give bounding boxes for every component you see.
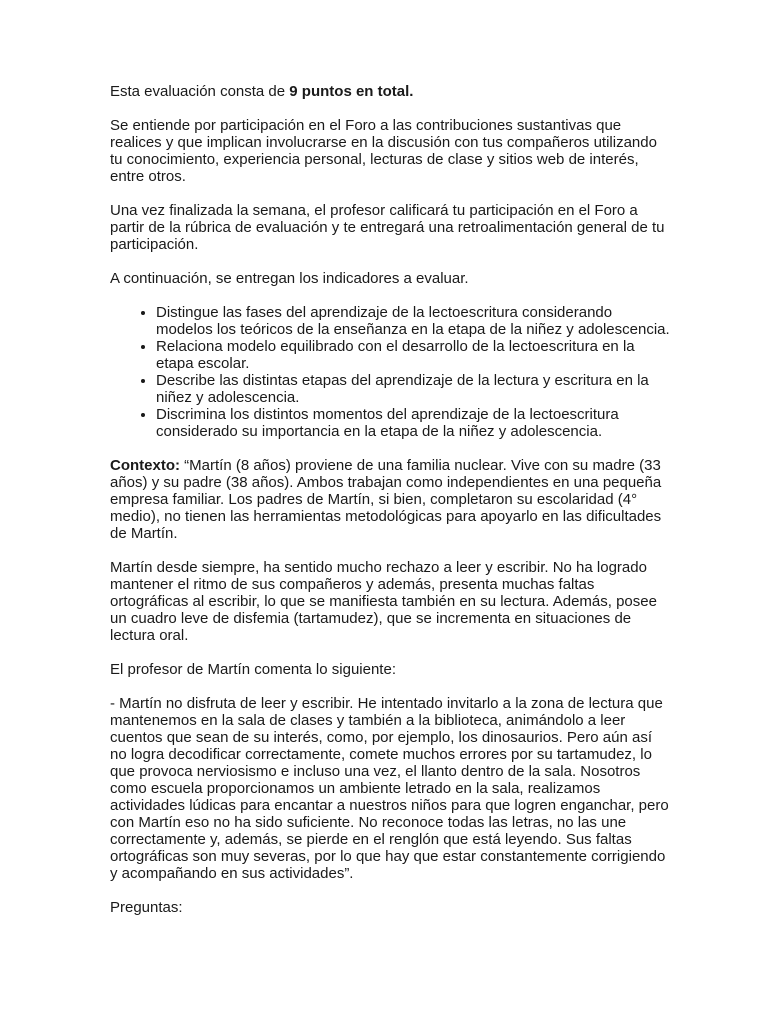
indicator-item: • Distingue las fases del aprendizaje de la lectoescritura considerando modelos los teóricos de la enseñanza en la etapa de la niñez y adolescencia. <box>156 304 670 338</box>
intro-points-text: Esta evaluación consta de <box>110 83 290 100</box>
context-family-text: “Martín (8 años) proviene de una familia nuclear. Vive con su madre (33 años) y su padre (38 años). Ambos trabajan como independientes en una pequeña empresa familiar. Los padres de Martín, si bien, completaron su escolaridad (4° medio), no tienen las herramientas metodológicas para apoyarlo en las dificultades de Martín. <box>110 457 662 542</box>
intro-paragraph-grading: Una vez finalizada la semana, el profesor calificará tu participación en el Foro a partir de la rúbrica de evaluación y te entregará una retroalimentación general de tu participación. <box>110 202 665 253</box>
context-paragraph-teacher-intro: El profesor de Martín comenta lo siguiente: <box>110 661 396 678</box>
intro-points-bold: 9 puntos en total. <box>289 83 414 100</box>
intro-paragraph-participation: Se entiende por participación en el Foro a las contribuciones sustantivas que realices y que implican involucrarse en la discusión con tus compañeros utilizando tu conocimiento, experiencia personal, lecturas de clase y sitios web de interés, entre otros. <box>110 117 657 185</box>
context-paragraph-teacher-comment: - Martín no disfruta de leer y escribir. He intentado invitarlo a la zona de lectura que mantenemos en la sala de clases y también a la biblioteca, animándolo a leer cuentos que sean de su interés, como, por ejemplo, los dinosaurios. Pero aún así no logra decodificar correctamente, comete muchos errores por su tartamudez, lo que provoca nerviosismo e incluso una vez, el llanto dentro de la sala. Nosotros como escuela proporcionamos un ambiente letrado en la sala, realizamos actividades lúdicas para encantar a nuestros niños para que logren enganchar, pero con Martín eso no ha sido suficiente. No reconoce todas las letras, no las une correctamente y, además, se pierde en el renglón que está leyendo. Sus faltas ortográficas son muy severas, por lo que hay que estar constantemente corrigiendo y acompañando en sus actividades”. <box>110 695 669 882</box>
document-body <box>110 83 670 933</box>
questions-heading: Preguntas: <box>110 899 183 916</box>
context-paragraph-difficulties: Martín desde siempre, ha sentido mucho rechazo a leer y escribir. No ha logrado mantener el ritmo de sus compañeros y además, presenta muchas faltas ortográficas al escribir, lo que se manifiesta también en su lectura. Además, posee un cuadro leve de disfemia (tartamudez), que se incrementa en situaciones de lectura oral. <box>110 559 657 644</box>
context-label: Contexto: <box>110 457 180 474</box>
context-paragraph-family <box>110 457 670 542</box>
intro-paragraph-indicators: A continuación, se entregan los indicadores a evaluar. <box>110 270 469 287</box>
intro-paragraph-points <box>110 83 670 100</box>
indicator-item: • Describe las distintas etapas del aprendizaje de la lectura y escritura en la niñez y adolescencia. <box>156 372 670 406</box>
indicators-list <box>110 304 670 440</box>
indicator-item: • Relaciona modelo equilibrado con el desarrollo de la lectoescritura en la etapa escolar. <box>156 338 670 372</box>
indicator-item: • Discrimina los distintos momentos del aprendizaje de la lectoescritura considerado su importancia en la etapa de la niñez y adolescencia. <box>156 406 670 440</box>
